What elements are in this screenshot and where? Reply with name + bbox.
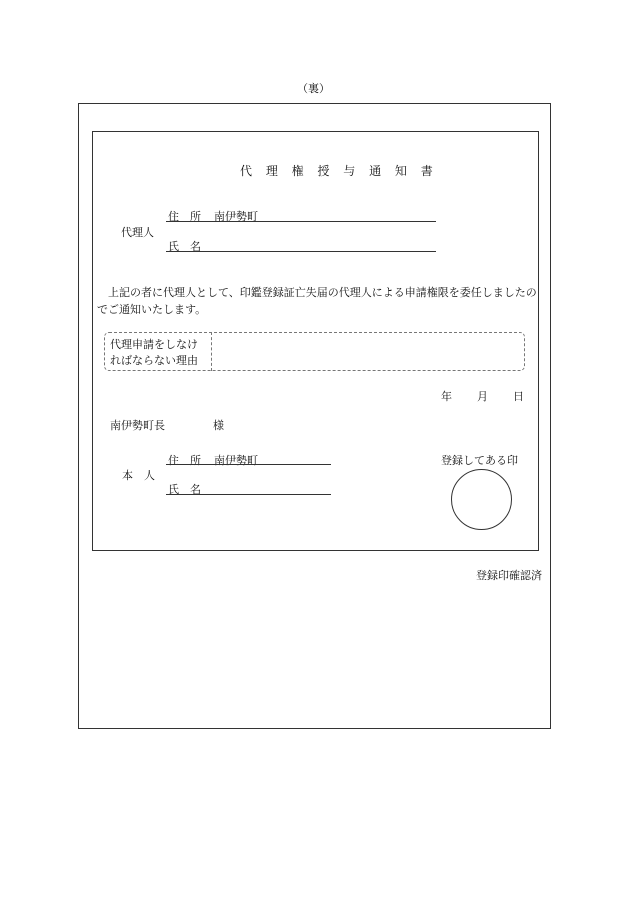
addressee-honorific: 様: [213, 419, 224, 432]
date-year: 年: [441, 390, 452, 403]
date-month: 月: [477, 390, 488, 403]
registered-seal-confirmed-label: 登録印確認済: [476, 569, 542, 582]
agent-address-value: 南伊勢町: [214, 210, 258, 223]
principal-label: 本 人: [122, 469, 155, 482]
principal-address-underline: [166, 464, 331, 465]
agent-address-underline: [166, 221, 436, 222]
reason-label-line2: ればならない理由: [110, 354, 198, 367]
agent-address-label: 住 所: [168, 210, 201, 223]
side-label: （裏）: [297, 82, 330, 95]
principal-name-underline: [166, 494, 331, 495]
reason-divider: [211, 332, 212, 371]
agent-name-underline: [166, 251, 436, 252]
reason-label-line1: 代理申請をしなけ: [110, 338, 198, 351]
seal-circle: [451, 469, 512, 530]
principal-address-label: 住 所: [168, 454, 201, 467]
agent-label: 代理人: [121, 226, 154, 239]
date-day: 日: [513, 390, 524, 403]
addressee-name: 南伊勢町長: [110, 419, 165, 432]
seal-label: 登録してある印: [441, 454, 518, 467]
principal-name-label: 氏 名: [168, 483, 201, 496]
principal-address-value: 南伊勢町: [214, 454, 258, 467]
agent-name-label: 氏 名: [168, 240, 201, 253]
delegation-statement: 上記の者に代理人として、印鑑登録証亡失届の代理人による申請権限を委任しましたのでご通知いたします。: [97, 286, 537, 316]
form-title: 代 理 権 授 与 通 知 書: [240, 164, 438, 178]
